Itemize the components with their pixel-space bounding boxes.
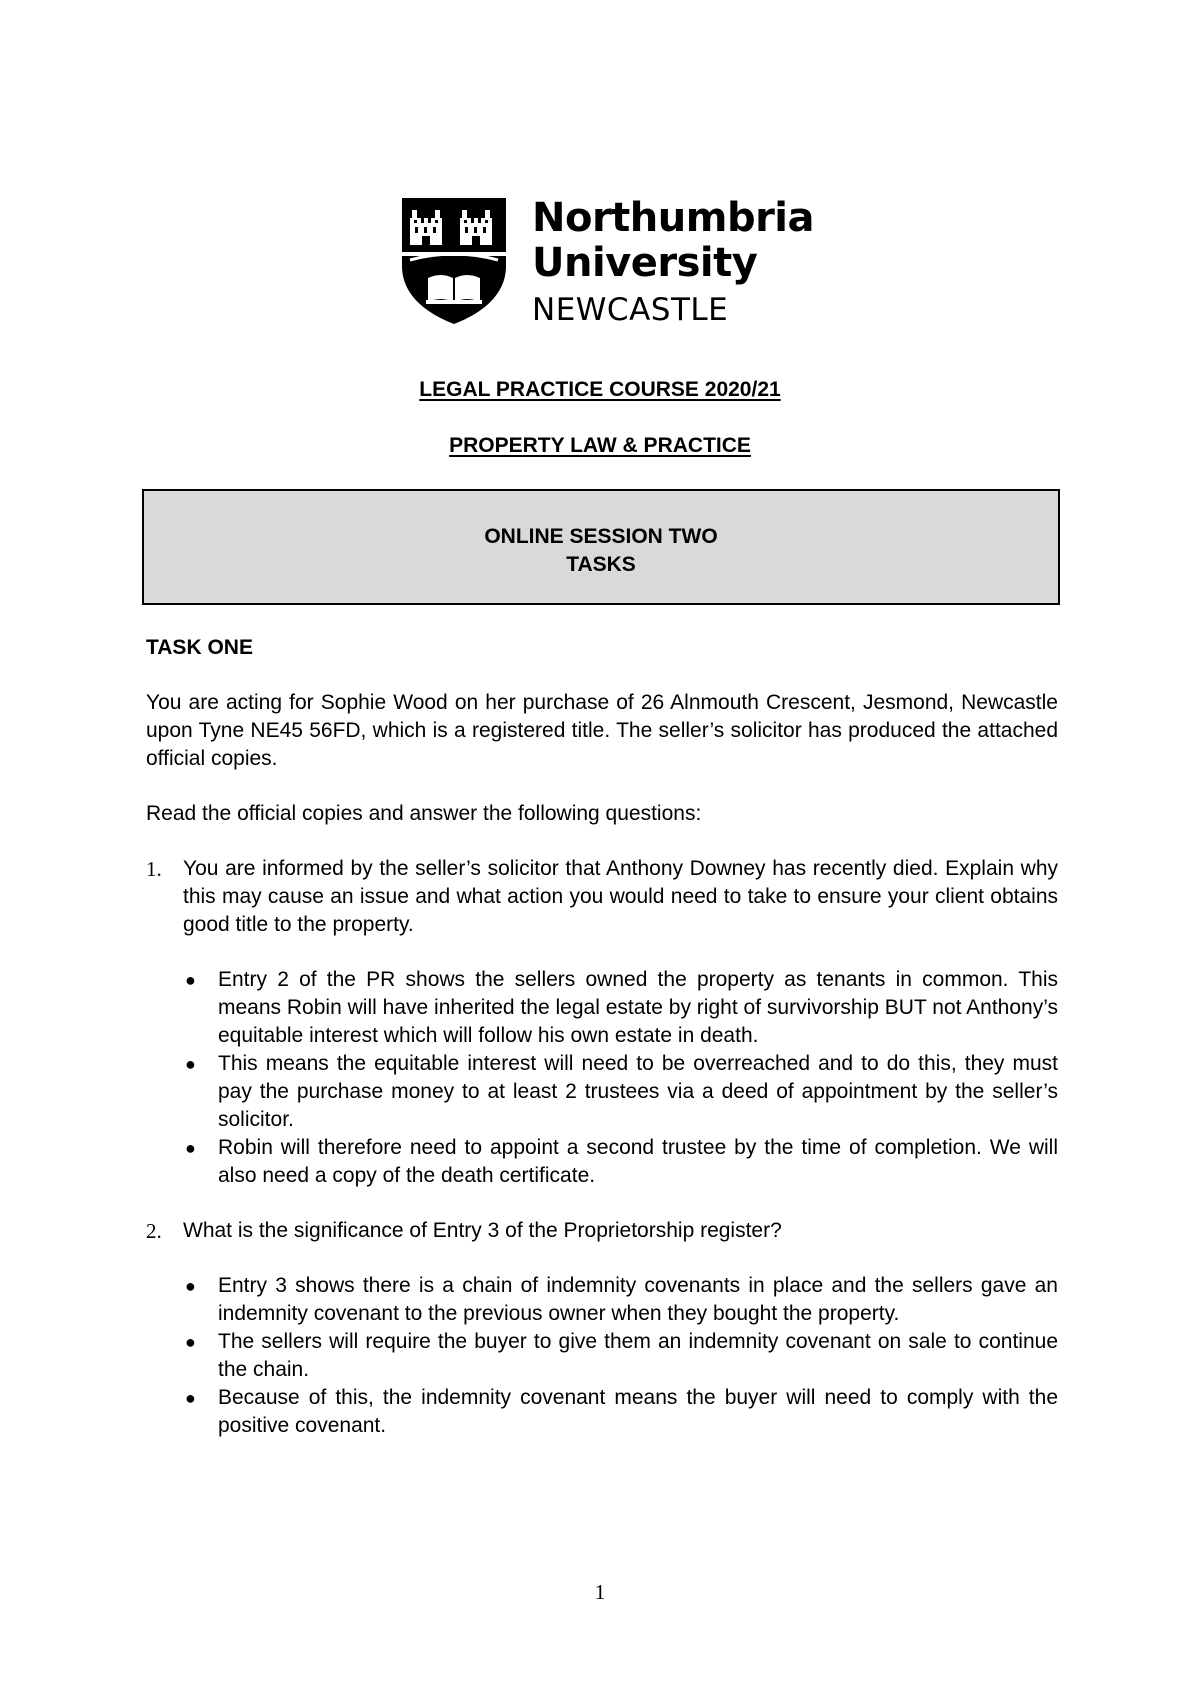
answer-list-2 xyxy=(183,1272,1058,1440)
university-logo xyxy=(400,196,820,328)
answer-bullet: ● Entry 2 of the PR shows the sellers owned the property as tenants in common. This means Robin will have inherited the legal estate by right of survivorship BUT not Anthony’s equitable interest which will follow his own estate in death. xyxy=(185,968,1058,1047)
bullet-icon: ● xyxy=(185,970,196,990)
bullet-icon: ● xyxy=(185,1332,196,1352)
question-1 xyxy=(146,855,1058,939)
question-2 xyxy=(146,1217,1058,1245)
session-subtitle: TASKS xyxy=(566,553,636,576)
logo-line-northumbria: Northumbria xyxy=(532,195,814,241)
session-title: ONLINE SESSION TWO xyxy=(484,525,718,548)
task-content xyxy=(146,634,1058,1467)
question-number: 2. xyxy=(146,1219,162,1243)
logo-wordmark xyxy=(532,196,814,330)
answer-bullet: ● This means the equitable interest will need to be overreached and to do this, they must pay the purchase money to at least 2 trustees via a deed of appointment by the seller’s solicitor. xyxy=(185,1052,1058,1131)
logo-line-newcastle: NEWCASTLE xyxy=(532,292,729,328)
task-instruction: Read the official copies and answer the following questions: xyxy=(146,802,702,825)
question-number: 1. xyxy=(146,857,162,881)
bullet-icon: ● xyxy=(185,1276,196,1296)
task-intro: You are acting for Sophie Wood on her purchase of 26 Alnmouth Crescent, Jesmond, Newcastle upon Tyne NE45 56FD, which is a registered title. The seller’s solicitor has produced the attached official copies. xyxy=(146,691,1058,770)
answer-bullet: ● Robin will therefore need to appoint a second trustee by the time of completion. We will also need a copy of the death certificate. xyxy=(185,1136,1058,1187)
question-text: You are informed by the seller’s solicitor that Anthony Downey has recently died. Explain why this may cause an issue and what action you would need to take to ensure your client obtains good title to the property. xyxy=(183,857,1058,936)
bullet-icon: ● xyxy=(185,1138,196,1158)
bullet-icon: ● xyxy=(185,1388,196,1408)
answer-bullet: ● Because of this, the indemnity covenant means the buyer will need to comply with the positive covenant. xyxy=(185,1386,1058,1437)
answer-bullet: ● Entry 3 shows there is a chain of indemnity covenants in place and the sellers gave an indemnity covenant to the previous owner when they bought the property. xyxy=(185,1274,1058,1325)
module-heading: PROPERTY LAW & PRACTICE xyxy=(449,434,751,457)
session-title-box xyxy=(142,489,1060,605)
logo-line-university: University xyxy=(532,240,758,286)
shield-crest-icon xyxy=(400,196,508,326)
page-number: 1 xyxy=(594,1580,606,1604)
task-title: TASK ONE xyxy=(146,636,253,659)
answer-bullet: ● The sellers will require the buyer to give them an indemnity covenant on sale to continue the chain. xyxy=(185,1330,1058,1381)
course-heading: LEGAL PRACTICE COURSE 2020/21 xyxy=(419,378,781,401)
answer-list-1 xyxy=(183,966,1058,1190)
question-text: What is the significance of Entry 3 of the Proprietorship register? xyxy=(183,1219,782,1242)
bullet-icon: ● xyxy=(185,1054,196,1074)
